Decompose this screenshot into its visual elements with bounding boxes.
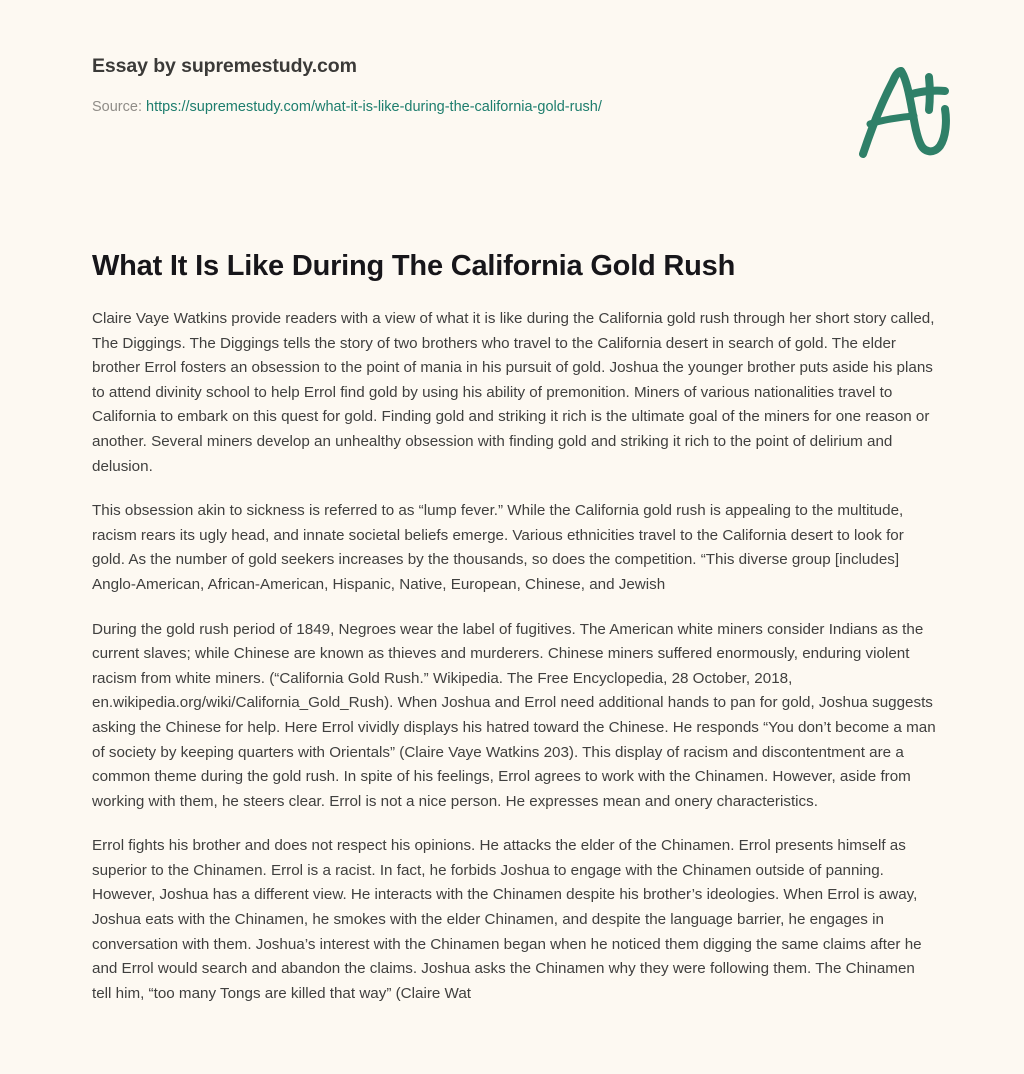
source-row bbox=[92, 97, 962, 117]
brand-logo-a-plus-icon[interactable] bbox=[850, 58, 962, 166]
paragraph: Errol fights his brother and does not respect his opinions. He attacks the elder of the Chinamen. Errol presents himself as superior to the Chinamen. Errol is a racist. In fact, he forbids Joshua to engage with the Chinamen outside of panning. However, Joshua has a different view. He interacts with the Chinamen despite his brother’s ideologies. When Errol is away, Joshua eats with the Chinamen, he smokes with the elder Chinamen, and despite the language barrier, he engages in conversation with them. Joshua’s interest with the Chinamen began when he noticed them digging the same claims after he and Errol would search and abandon the claims. Joshua asks the Chinamen why they were following them. The Chinamen tell him, “too many Tongs are killed that way” (Claire Wat bbox=[92, 837, 922, 1002]
page-header bbox=[92, 52, 962, 172]
source-label: Source: bbox=[92, 99, 142, 115]
article bbox=[92, 247, 937, 1006]
article-body bbox=[92, 307, 937, 1006]
source-link[interactable]: https://supremestudy.com/what-it-is-like-during-the-california-gold-rush/ bbox=[146, 99, 602, 115]
paragraph: This obsession akin to sickness is referred to as “lump fever.” While the California gold rush is appealing to the multitude, racism rears its ugly head, and innate societal beliefs emerge. Various ethnicities travel to the California desert to look for gold. As the number of gold seekers increases by the thousands, so does the competition. “This diverse group [includes] Anglo-American, African-American, Hispanic, Native, European, Chinese, and Jewish bbox=[92, 502, 904, 593]
byline: Essay by supremestudy.com bbox=[92, 55, 357, 77]
paragraph: Claire Vaye Watkins provide readers with a view of what it is like during the California gold rush through her short story called, The Diggings. The Diggings tells the story of two brothers who travel to the California desert in search of gold. The elder brother Errol fosters an obsession to the point of mania in his pursuit of gold. Joshua the younger brother puts aside his plans to attend divinity school to help Errol find gold by using his ability of premonition. Miners of various nationalities travel to California to embark on this quest for gold. Finding gold and striking it rich is the ultimate goal of the miners for one reason or another. Several miners develop an unhealthy obsession with finding gold and striking it rich to the point of delirium and delusion. bbox=[92, 310, 935, 475]
paragraph: During the gold rush period of 1849, Negroes wear the label of fugitives. The American white miners consider Indians as the current slaves; while Chinese are known as thieves and murderers. Chinese miners suffered enormously, enduring violent racism from white miners. (“California Gold Rush.” Wikipedia. The Free Encyclopedia, 28 October, 2018, en.wikipedia.org/wiki/California_Gold_Rush). When Joshua and Errol need additional hands to pan for gold, Joshua suggests asking the Chinese for help. Here Errol vividly displays his hatred toward the Chinese. He responds “You don’t become a man of society by keeping quarters with Orientals” (Claire Vaye Watkins 203). This display of racism and discontentment are a common theme during the gold rush. In spite of his feelings, Errol agrees to work with the Chinamen. However, aside from working with them, he steers clear. Errol is not a nice person. He expresses mean and onery characteristics. bbox=[92, 620, 936, 810]
page-title: What It Is Like During The California Gold Rush bbox=[92, 250, 736, 282]
